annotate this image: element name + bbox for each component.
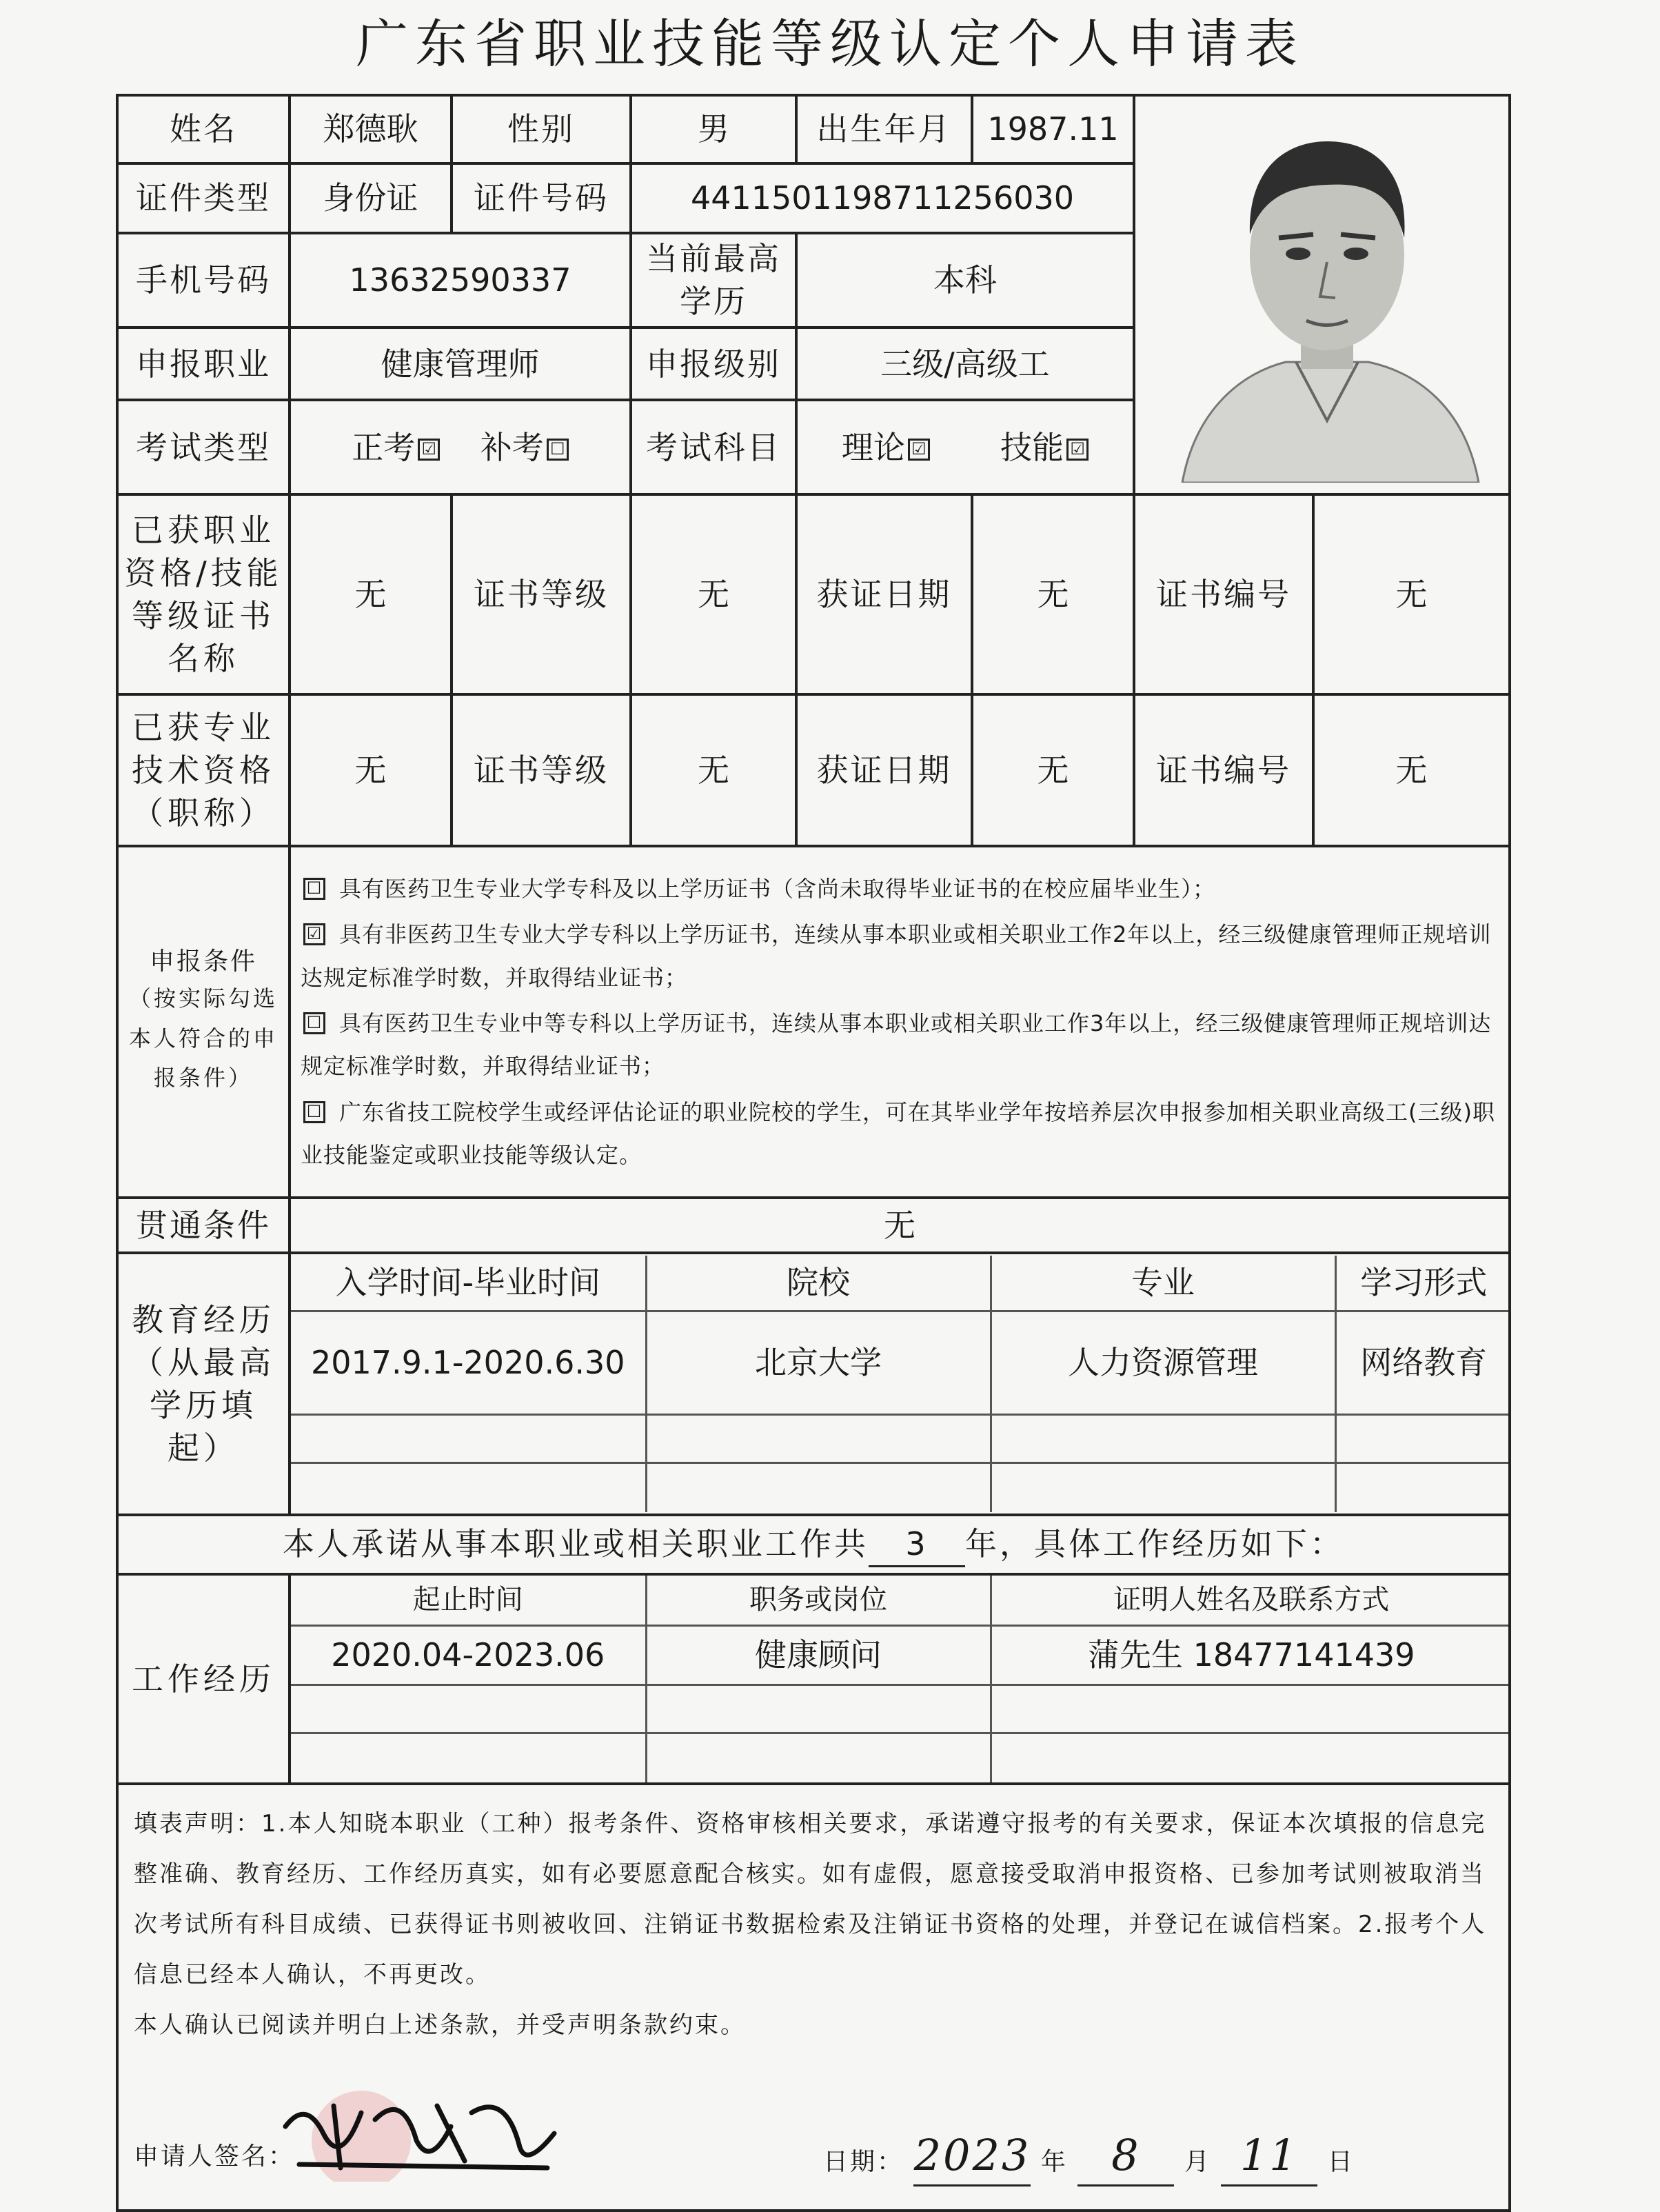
- level-label: 申报级别: [631, 328, 796, 400]
- work-reference: [991, 1685, 1510, 1733]
- level-value: 三级/高级工: [796, 328, 1134, 400]
- education-school: [646, 1414, 991, 1462]
- gender-label: 性别: [452, 95, 631, 163]
- condition-4-checkbox[interactable]: ☐: [303, 1101, 325, 1123]
- education-school: [646, 1462, 991, 1512]
- vocational-cert-label: 已获职业资格/技能等级证书名称: [117, 494, 290, 694]
- application-form: [116, 94, 1511, 2212]
- conditions-note: （按实际勾选本人符合的申报条件）: [128, 985, 278, 1092]
- condition-item-2: [301, 913, 1499, 999]
- condition-item-4: [301, 1091, 1499, 1177]
- education-school: 北京大学: [646, 1311, 991, 1414]
- education-mode: [1335, 1462, 1510, 1512]
- education-period: 2017.9.1-2020.6.30: [291, 1311, 646, 1414]
- education-level-label: 当前最高学历: [631, 233, 796, 328]
- signature-label: 申请人签名：: [134, 2142, 296, 2171]
- professional-grade-label: 证书等级: [452, 694, 631, 846]
- education-period: [291, 1462, 646, 1512]
- condition-3-text: 具有医药卫生专业中等专科以上学历证书，连续从事本职业或相关职业工作3年以上，经三级健康管理师正规培训达规定标准学时数，并取得结业证书；: [301, 1009, 1492, 1080]
- professional-number-label: 证书编号: [1134, 694, 1313, 846]
- vocational-grade-value: 无: [631, 494, 796, 694]
- exam-type-options: [290, 400, 631, 494]
- subject-theory-label: 理论: [841, 428, 905, 466]
- work-header: 职务或岗位: [646, 1576, 991, 1625]
- gender-value: 男: [631, 95, 796, 163]
- education-table-cell: [290, 1253, 1510, 1515]
- commitment-line: [117, 1515, 1510, 1574]
- vocational-date-label: 获证日期: [796, 494, 972, 694]
- date-day: 11: [1221, 2126, 1317, 2186]
- date-day-unit: 日: [1327, 2148, 1355, 2177]
- work-header: 证明人姓名及联系方式: [991, 1576, 1510, 1625]
- exam-type-label: 考试类型: [117, 400, 290, 494]
- education-header: 院校: [646, 1256, 991, 1311]
- conditions-label-cell: [117, 846, 290, 1198]
- professional-date-value: 无: [972, 694, 1134, 846]
- education-mode: [1335, 1414, 1510, 1462]
- education-period: [291, 1414, 646, 1462]
- phone-value: 13632590337: [290, 233, 631, 328]
- exam-makeup-checkbox[interactable]: ☐: [547, 439, 569, 461]
- commitment-suffix: 年，具体工作经历如下：: [965, 1525, 1344, 1562]
- occupation-label: 申报职业: [117, 328, 290, 400]
- work-reference: [991, 1733, 1510, 1782]
- portrait-photo: [1141, 97, 1510, 483]
- commitment-years: 3: [869, 1522, 965, 1567]
- vocational-number-value: 无: [1313, 494, 1510, 694]
- work-table: [291, 1576, 1510, 1782]
- declaration-confirm: 本人确认已阅读并明白上述条款，并受声明条款约束。: [134, 2011, 746, 2040]
- education-mode: 网络教育: [1335, 1311, 1510, 1414]
- education-header: 学习形式: [1335, 1256, 1510, 1311]
- phone-label: 手机号码: [117, 233, 290, 328]
- through-value: 无: [290, 1198, 1510, 1253]
- vocational-grade-label: 证书等级: [452, 494, 631, 694]
- id-type-label: 证件类型: [117, 163, 290, 233]
- work-position: [646, 1733, 991, 1782]
- vocational-number-label: 证书编号: [1134, 494, 1313, 694]
- handwritten-signature: [258, 2085, 575, 2182]
- id-number-label: 证件号码: [452, 163, 631, 233]
- education-label: 教育经历（从最高学历填起）: [117, 1253, 290, 1515]
- subject-skill-checkbox[interactable]: ☑: [1066, 439, 1089, 461]
- form-title: 广东省职业技能等级认定个人申请表: [356, 13, 1304, 74]
- condition-3-checkbox[interactable]: ☐: [303, 1012, 325, 1034]
- date-year-unit: 年: [1040, 2148, 1068, 2177]
- signature-line: [134, 2058, 1493, 2195]
- education-table: [291, 1256, 1510, 1512]
- occupation-value: 健康管理师: [290, 328, 631, 400]
- subject-theory-checkbox[interactable]: ☑: [908, 439, 930, 461]
- condition-2-checkbox[interactable]: ☑: [303, 923, 325, 945]
- education-level-value: 本科: [796, 233, 1134, 328]
- vocational-cert-name: 无: [290, 494, 452, 694]
- education-header: 入学时间-毕业时间: [291, 1256, 646, 1311]
- date-month: 8: [1077, 2126, 1174, 2186]
- condition-item-3: [301, 1002, 1499, 1088]
- work-period: 2020.04-2023.06: [291, 1625, 646, 1685]
- name-value: 郑德耿: [290, 95, 452, 163]
- work-reference: 蒲先生 18477141439: [991, 1625, 1510, 1685]
- date-label: 日期：: [823, 2148, 904, 2177]
- work-table-cell: [290, 1574, 1510, 1784]
- condition-2-text: 具有非医药卫生专业大学专科以上学历证书，连续从事本职业或相关职业工作2年以上，经三级健康管理师正规培训达规定标准学时数，并取得结业证书；: [301, 921, 1492, 991]
- professional-cert-name: 无: [290, 694, 452, 846]
- birth-value: 1987.11: [972, 95, 1134, 163]
- through-label: 贯通条件: [117, 1198, 290, 1253]
- education-header: 专业: [991, 1256, 1335, 1311]
- work-position: 健康顾问: [646, 1625, 991, 1685]
- subject-skill-label: 技能: [1000, 428, 1064, 466]
- vocational-date-value: 无: [972, 494, 1134, 694]
- work-period: [291, 1685, 646, 1733]
- education-major: 人力资源管理: [991, 1311, 1335, 1414]
- subject-label: 考试科目: [631, 400, 796, 494]
- date-year: 2023: [913, 2126, 1031, 2186]
- conditions-list: [290, 846, 1510, 1198]
- sign-date: [823, 2126, 1355, 2186]
- professional-cert-label: 已获专业技术资格（职称）: [117, 694, 290, 846]
- condition-4-text: 广东省技工院校学生或经评估论证的职业院校的学生，可在其毕业学年按培养层次申报参加相关职业高级工(三级)职业技能鉴定或职业技能等级认定。: [301, 1098, 1495, 1169]
- condition-1-text: 具有医药卫生专业大学专科及以上学历证书（含尚未取得毕业证书的在校应届毕业生）；: [339, 875, 1216, 902]
- id-number-value: 441150119871125603​0: [631, 163, 1134, 233]
- professional-number-value: 无: [1313, 694, 1510, 846]
- exam-regular-label: 正考: [352, 428, 416, 466]
- date-month-unit: 月: [1184, 2148, 1211, 2177]
- declaration-section: [117, 1784, 1510, 2211]
- work-period: [291, 1733, 646, 1782]
- name-label: 姓名: [117, 95, 290, 163]
- birth-label: 出生年月: [796, 95, 972, 163]
- id-type-value: 身份证: [290, 163, 452, 233]
- commitment-prefix: 本人承诺从事本职业或相关职业工作共: [283, 1525, 869, 1562]
- professional-date-label: 获证日期: [796, 694, 972, 846]
- exam-makeup-label: 补考: [480, 428, 544, 466]
- declaration-text: 填表声明：1.本人知晓本职业（工种）报考条件、资格审核相关要求，承诺遵守报考的有关要求，保证本次填报的信息完整准确、教育经历、工作经历真实，如有必要愿意配合核实。如有虚假，愿意接受取消申报资格、已参加考试则被取消当次考试所有科目成绩、已获得证书则被收回、注销证书数据检索及注销证书资格的处理，并登记在诚信档案。2.报考个人信息已经本人确认，不再更改。: [134, 1810, 1487, 1989]
- conditions-label: 申报条件: [149, 947, 257, 976]
- subject-options: [796, 400, 1134, 494]
- education-major: [991, 1462, 1335, 1512]
- professional-grade-value: 无: [631, 694, 796, 846]
- work-header: 起止时间: [291, 1576, 646, 1625]
- exam-regular-checkbox[interactable]: ☑: [418, 439, 440, 461]
- condition-1-checkbox[interactable]: ☐: [303, 878, 325, 900]
- applicant-photo: [1134, 95, 1510, 494]
- education-major: [991, 1414, 1335, 1462]
- work-label: 工作经历: [117, 1574, 290, 1784]
- condition-item-1: [301, 867, 1499, 910]
- work-position: [646, 1685, 991, 1733]
